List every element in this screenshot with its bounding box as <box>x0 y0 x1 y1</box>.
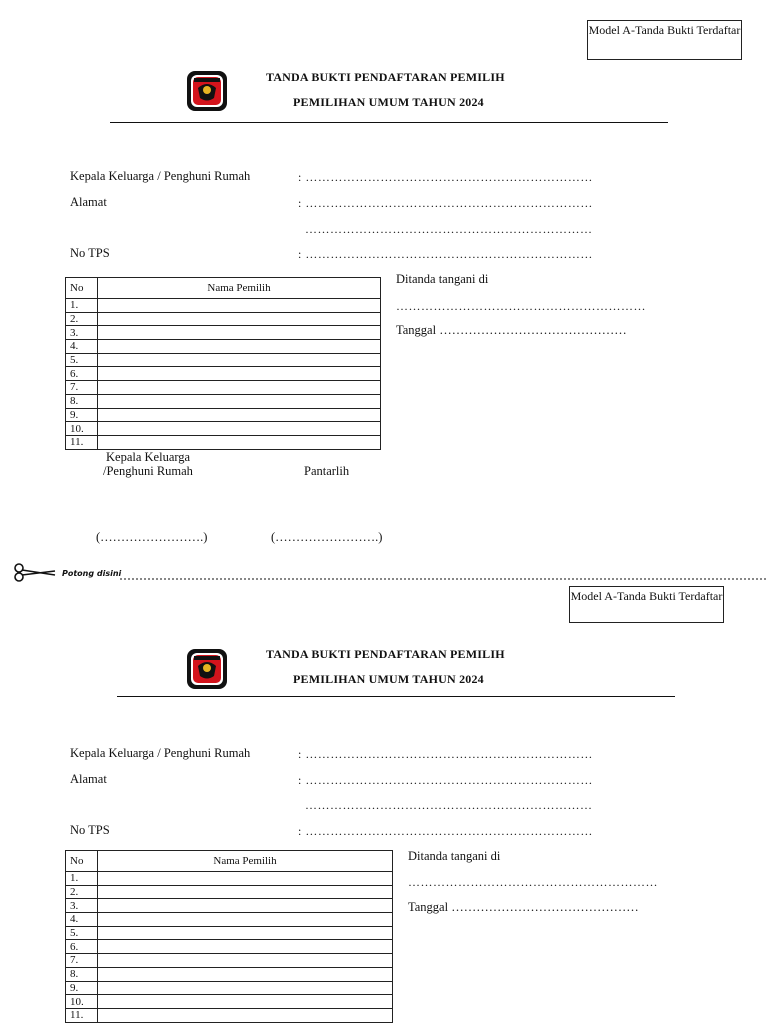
table-row[interactable] <box>66 367 381 381</box>
table-row[interactable] <box>66 312 381 326</box>
row-number: 3. <box>66 326 98 340</box>
row-number: 1. <box>66 872 98 886</box>
table-row[interactable] <box>66 381 381 395</box>
head-of-family-field[interactable]: : …………………………………………………………… <box>298 747 593 761</box>
row-number: 3. <box>66 899 98 913</box>
tps-label: No TPS <box>70 246 110 260</box>
row-number: 2. <box>66 312 98 326</box>
cut-label: Potong disini <box>62 569 122 578</box>
voter-name-cell[interactable] <box>98 340 381 354</box>
voter-name-cell[interactable] <box>98 913 393 927</box>
model-label: Model A-Tanda Bukti Terdaftar <box>588 23 741 37</box>
table-row[interactable] <box>66 954 393 968</box>
col-no-header: No <box>66 851 98 872</box>
table-row[interactable] <box>66 885 393 899</box>
table-row[interactable] <box>66 422 381 436</box>
voter-name-cell[interactable] <box>98 885 393 899</box>
voter-name-cell[interactable] <box>98 940 393 954</box>
voter-name-cell[interactable] <box>98 394 381 408</box>
tps-label: No TPS <box>70 823 110 837</box>
head-caption-line-1: Kepala Keluarga <box>106 450 191 464</box>
row-number: 5. <box>66 353 98 367</box>
row-number: 7. <box>66 954 98 968</box>
row-number: 10. <box>66 995 98 1009</box>
voter-name-cell[interactable] <box>98 872 393 886</box>
head-of-family-label: Kepala Keluarga / Penghuni Rumah <box>70 169 251 183</box>
row-number: 5. <box>66 926 98 940</box>
row-number: 4. <box>66 913 98 927</box>
address-label: Alamat <box>70 772 107 786</box>
voter-name-cell[interactable] <box>98 981 393 995</box>
kpu-logo-icon <box>184 646 230 692</box>
table-row[interactable] <box>66 1008 393 1022</box>
row-number: 6. <box>66 940 98 954</box>
row-number: 8. <box>66 967 98 981</box>
row-number: 2. <box>66 885 98 899</box>
row-number: 1. <box>66 299 98 313</box>
table-row[interactable] <box>66 981 393 995</box>
voter-name-cell[interactable] <box>98 899 393 913</box>
signed-at-field[interactable]: …………………………………………………… <box>408 875 658 889</box>
table-row[interactable] <box>66 940 393 954</box>
voter-name-cell[interactable] <box>98 435 381 449</box>
model-label-box <box>569 586 724 623</box>
voter-name-cell[interactable] <box>98 967 393 981</box>
voter-name-cell[interactable] <box>98 326 381 340</box>
col-name-header: Nama Pemilih <box>98 278 381 299</box>
row-number: 9. <box>66 408 98 422</box>
head-of-family-label: Kepala Keluarga / Penghuni Rumah <box>70 746 251 760</box>
registration-form-2 <box>0 578 768 1024</box>
voter-table-header <box>66 851 393 872</box>
officer-signature-field[interactable]: (…………………….) <box>271 530 383 544</box>
voter-table <box>65 277 381 450</box>
row-number: 10. <box>66 422 98 436</box>
form-subtitle: PEMILIHAN UMUM TAHUN 2024 <box>293 95 484 109</box>
model-label-box <box>587 20 742 60</box>
signed-at-field[interactable]: …………………………………………………… <box>396 299 646 313</box>
voter-table-header <box>66 278 381 299</box>
row-number: 7. <box>66 381 98 395</box>
row-number: 11. <box>66 1008 98 1022</box>
head-of-family-field[interactable]: : …………………………………………………………… <box>298 170 593 184</box>
form-title: TANDA BUKTI PENDAFTARAN PEMILIH <box>266 70 505 84</box>
signed-at-label: Ditanda tangani di <box>408 849 501 863</box>
model-label: Model A-Tanda Bukti Terdaftar <box>570 589 723 603</box>
col-name-header: Nama Pemilih <box>98 851 393 872</box>
tps-field[interactable]: : …………………………………………………………… <box>298 247 593 261</box>
col-no-header: No <box>66 278 98 299</box>
table-row[interactable] <box>66 340 381 354</box>
address-field[interactable]: : …………………………………………………………… <box>298 196 593 210</box>
row-number: 11. <box>66 435 98 449</box>
table-row[interactable] <box>66 353 381 367</box>
row-number: 8. <box>66 394 98 408</box>
voter-table <box>65 850 393 1023</box>
voter-name-cell[interactable] <box>98 408 381 422</box>
row-number: 9. <box>66 981 98 995</box>
voter-name-cell[interactable] <box>98 1008 393 1022</box>
address-field-line-2[interactable]: …………………………………………………………… <box>305 798 593 812</box>
table-row[interactable] <box>66 899 393 913</box>
table-row[interactable] <box>66 299 381 313</box>
table-row[interactable] <box>66 408 381 422</box>
signed-at-label: Ditanda tangani di <box>396 272 489 286</box>
voter-name-cell[interactable] <box>98 926 393 940</box>
table-row[interactable] <box>66 967 393 981</box>
date-field[interactable]: Tanggal ……………………………………… <box>408 900 639 914</box>
address-label: Alamat <box>70 195 107 209</box>
kpu-logo-icon <box>184 68 230 114</box>
voter-name-cell[interactable] <box>98 299 381 313</box>
voter-name-cell[interactable] <box>98 954 393 968</box>
date-field[interactable]: Tanggal ……………………………………… <box>396 323 627 337</box>
form-title: TANDA BUKTI PENDAFTARAN PEMILIH <box>266 647 505 661</box>
address-field-line-2[interactable]: …………………………………………………………… <box>305 222 593 236</box>
address-field[interactable]: : …………………………………………………………… <box>298 773 593 787</box>
voter-name-cell[interactable] <box>98 381 381 395</box>
table-row[interactable] <box>66 926 393 940</box>
table-row[interactable] <box>66 394 381 408</box>
table-row[interactable] <box>66 435 381 449</box>
voter-name-cell[interactable] <box>98 995 393 1009</box>
row-number: 4. <box>66 340 98 354</box>
row-number: 6. <box>66 367 98 381</box>
voter-name-cell[interactable] <box>98 312 381 326</box>
tps-field[interactable]: : …………………………………………………………… <box>298 824 593 838</box>
table-row[interactable] <box>66 995 393 1009</box>
officer-caption: Pantarlih <box>304 464 350 478</box>
voter-name-cell[interactable] <box>98 353 381 367</box>
table-row[interactable] <box>66 913 393 927</box>
head-caption-line-2: /Penghuni Rumah <box>103 464 193 478</box>
header-divider <box>117 696 675 697</box>
form-subtitle: PEMILIHAN UMUM TAHUN 2024 <box>293 672 484 686</box>
table-row[interactable] <box>66 872 393 886</box>
table-row[interactable] <box>66 326 381 340</box>
header-divider <box>110 122 668 123</box>
head-signature-field[interactable]: (…………………….) <box>96 530 208 544</box>
voter-name-cell[interactable] <box>98 422 381 436</box>
voter-name-cell[interactable] <box>98 367 381 381</box>
